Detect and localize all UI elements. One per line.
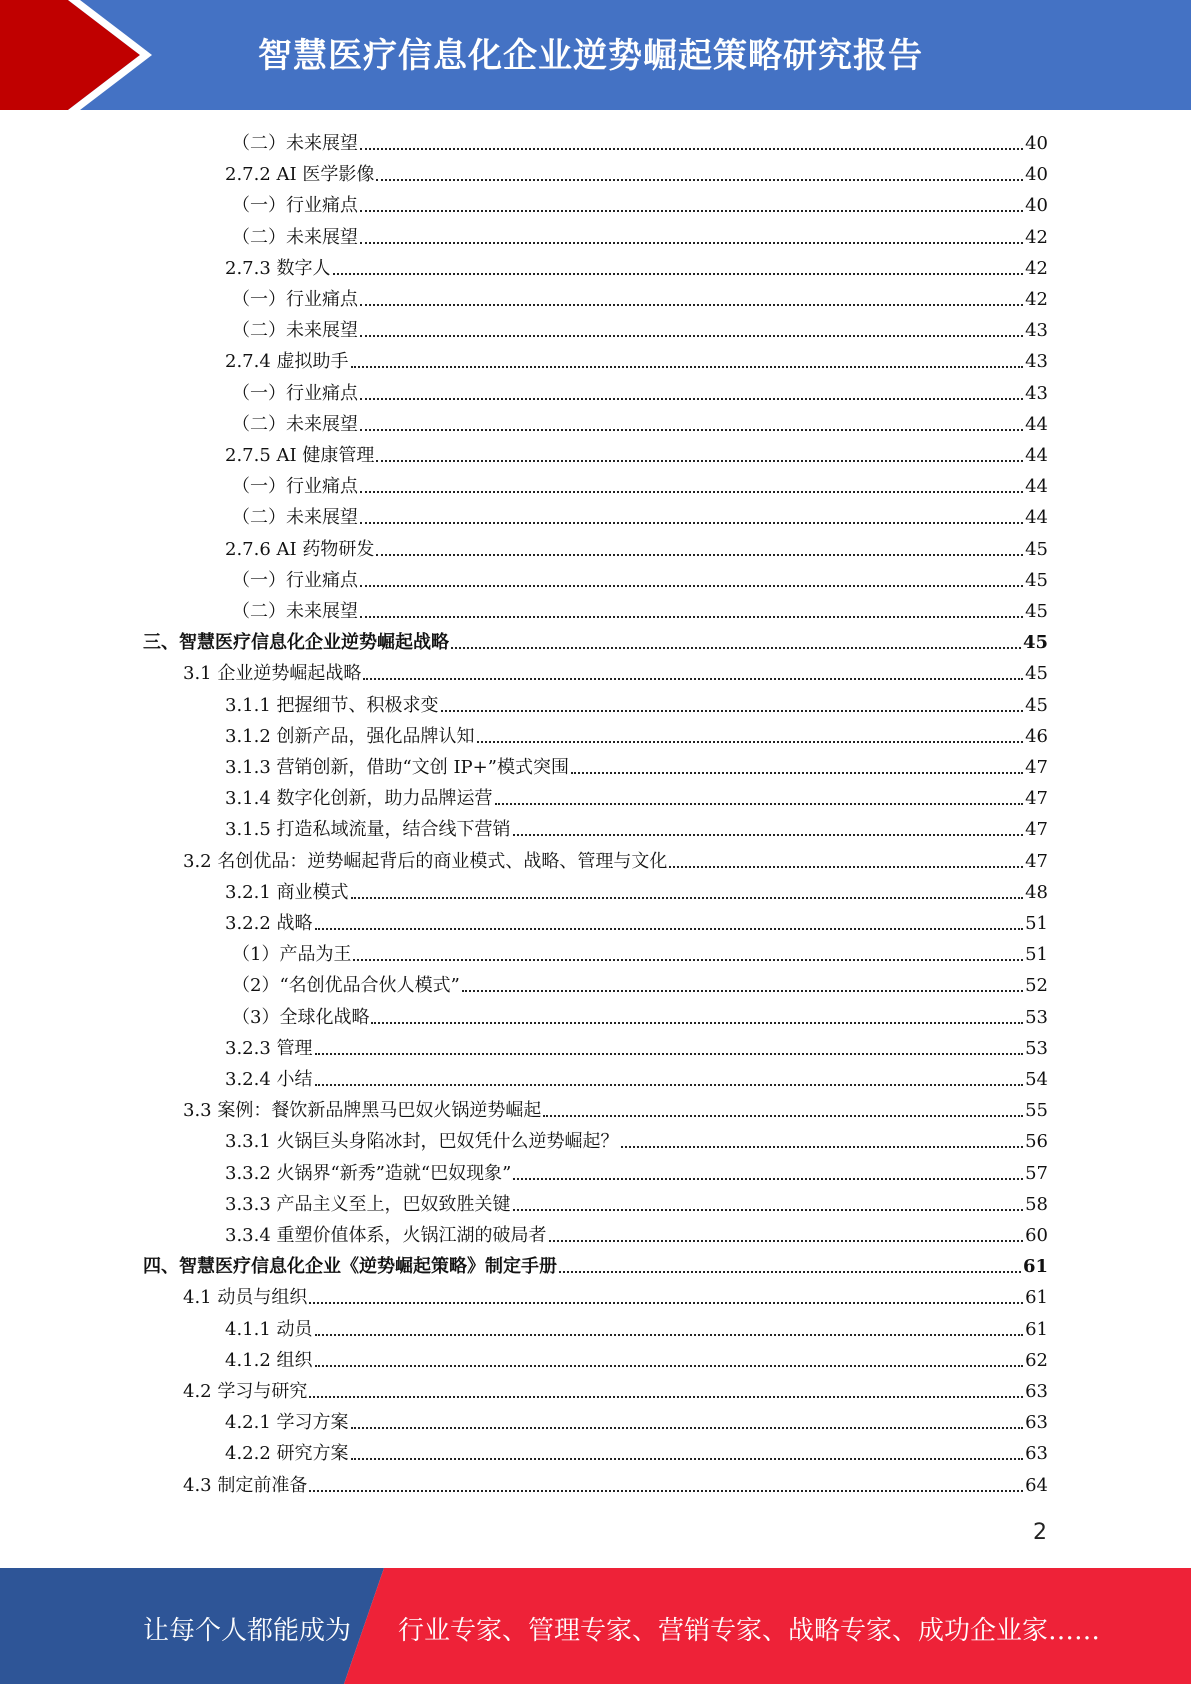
toc-entry-label: （二）未来展望 <box>232 413 358 435</box>
toc-entry-label: 4.1.1 动员 <box>225 1318 313 1340</box>
toc-leader-dots <box>315 1053 1024 1055</box>
toc-entry-label: 3.2 名创优品：逆势崛起背后的商业模式、战略、管理与文化 <box>183 850 668 872</box>
toc-leader-dots <box>309 1396 1023 1398</box>
toc-entry-page: 61 <box>1025 1318 1048 1340</box>
toc-leader-dots <box>360 429 1023 431</box>
toc-entry-label: 3.3.2 火锅界“新秀”造就“巴奴现象” <box>225 1162 512 1184</box>
toc-entry[interactable] <box>225 252 1048 280</box>
toc-leader-dots <box>315 928 1024 930</box>
toc-entry[interactable] <box>232 969 1048 997</box>
toc-entry-label: （一）行业痛点 <box>232 476 358 498</box>
toc-entry[interactable] <box>232 314 1048 342</box>
toc-entry-label: （二）未来展望 <box>232 507 358 529</box>
toc-entry-label: （1）产品为王 <box>232 944 352 966</box>
toc-entry[interactable] <box>143 1250 1048 1278</box>
toc-entry[interactable] <box>225 1032 1048 1060</box>
toc-entry-label: （一）行业痛点 <box>232 289 358 310</box>
toc-leader-dots <box>315 1084 1024 1086</box>
toc-leader-dots <box>309 1490 1023 1492</box>
toc-leader-dots <box>333 273 1024 275</box>
toc-entry-label: 3.1.4 数字化创新，助力品牌运营 <box>225 788 493 810</box>
toc-entry-label: 3.1.3 营销创新，借助“文创 IP+”模式突围 <box>225 757 569 778</box>
toc-entry[interactable] <box>225 1188 1048 1216</box>
toc-leader-dots <box>513 1209 1024 1211</box>
toc-leader-dots <box>360 304 1023 306</box>
toc-entry[interactable] <box>225 1344 1048 1372</box>
toc-entry-label: 4.1 动员与组织 <box>183 1287 308 1309</box>
toc-entry-page: 64 <box>1025 1474 1048 1496</box>
toc-entry-label: （二）未来展望 <box>232 601 358 622</box>
toc-entry[interactable] <box>232 564 1048 592</box>
toc-entry-page: 43 <box>1025 351 1048 373</box>
toc-entry-page: 45 <box>1025 601 1048 622</box>
toc-entry[interactable] <box>232 470 1048 498</box>
toc-entry-label: 4.1.2 组织 <box>225 1349 313 1371</box>
toc-entry-page: 40 <box>1025 164 1048 186</box>
toc-entry-label: 3.3.1 火锅巨头身陷冰封，巴奴凭什么逆势崛起？ <box>225 1131 619 1153</box>
toc-leader-dots <box>376 460 1023 462</box>
toc-entry[interactable] <box>232 1001 1048 1029</box>
toc-entry-page: 51 <box>1025 944 1048 966</box>
toc-entry[interactable] <box>225 782 1048 810</box>
toc-entry[interactable] <box>232 501 1048 529</box>
toc-entry-page: 40 <box>1025 133 1048 154</box>
toc-entry[interactable] <box>225 813 1048 841</box>
toc-entry[interactable] <box>183 657 1048 685</box>
toc-entry[interactable] <box>225 1125 1048 1153</box>
toc-leader-dots <box>376 179 1023 181</box>
toc-leader-dots <box>360 398 1023 400</box>
toc-entry[interactable] <box>183 845 1048 873</box>
toc-entry-label: 3.2.4 小结 <box>225 1069 313 1090</box>
toc-leader-dots <box>543 1115 1023 1117</box>
toc-entry-page: 51 <box>1025 913 1048 934</box>
toc-leader-dots <box>451 647 1021 649</box>
toc-leader-dots <box>571 772 1023 774</box>
toc-entry-label: 3.2.3 管理 <box>225 1037 313 1059</box>
toc-entry[interactable] <box>232 189 1048 217</box>
toc-entry-page: 42 <box>1025 226 1048 248</box>
toc-leader-dots <box>513 1178 1023 1180</box>
toc-entry-page: 60 <box>1025 1225 1048 1246</box>
toc-leader-dots <box>315 1334 1024 1336</box>
toc-leader-dots <box>441 710 1024 712</box>
toc-entry-page: 47 <box>1025 850 1048 872</box>
toc-entry[interactable] <box>225 720 1048 748</box>
toc-leader-dots <box>549 1240 1024 1242</box>
toc-entry[interactable] <box>225 1219 1048 1247</box>
toc-entry-page: 58 <box>1025 1193 1048 1215</box>
toc-entry-label: （一）行业痛点 <box>232 382 358 404</box>
toc-entry-label: 3.1.5 打造私域流量，结合线下营销 <box>225 819 511 841</box>
toc-entry[interactable] <box>232 127 1048 155</box>
toc-entry-page: 44 <box>1025 507 1048 529</box>
toc-leader-dots <box>360 210 1023 212</box>
toc-entry-label: 3.3.4 重塑价值体系，火锅江湖的破局者 <box>225 1225 547 1246</box>
toc-entry[interactable] <box>183 1375 1048 1403</box>
toc-entry-label: 3.1.1 把握细节、积极求变 <box>225 694 439 716</box>
toc-entry-page: 42 <box>1025 289 1048 310</box>
toc-entry-label: （一）行业痛点 <box>232 195 358 217</box>
toc-entry[interactable] <box>225 907 1048 935</box>
toc-entry[interactable] <box>183 1094 1048 1122</box>
toc-entry[interactable] <box>232 408 1048 436</box>
toc-entry-page: 45 <box>1025 663 1048 685</box>
toc-leader-dots <box>360 491 1023 493</box>
footer-slogan-right: 行业专家、管理专家、营销专家、战略专家、成功企业家…… <box>398 1616 1101 1646</box>
toc-leader-dots <box>363 678 1023 680</box>
toc-leader-dots <box>360 522 1023 524</box>
toc-leader-dots <box>559 1271 1021 1273</box>
toc-entry-label: （二）未来展望 <box>232 133 358 154</box>
toc-entry-page: 43 <box>1025 382 1048 404</box>
toc-entry-page: 56 <box>1025 1131 1048 1153</box>
toc-entry[interactable] <box>143 626 1048 654</box>
toc-entry-label: 2.7.6 AI 药物研发 <box>225 538 375 560</box>
toc-entry[interactable] <box>232 283 1048 311</box>
toc-entry-label: （一）行业痛点 <box>232 569 358 591</box>
toc-entry-page: 45 <box>1025 538 1048 560</box>
toc-leader-dots <box>376 554 1023 556</box>
toc-entry-page: 53 <box>1025 1037 1048 1059</box>
toc-entry-page: 52 <box>1025 975 1048 997</box>
toc-entry-page: 63 <box>1025 1443 1048 1465</box>
toc-entry[interactable] <box>225 345 1048 373</box>
toc-entry-page: 61 <box>1025 1287 1048 1309</box>
toc-entry[interactable] <box>183 1281 1048 1309</box>
toc-entry-label: 四、智慧医疗信息化企业《逆势崛起策略》制定手册 <box>143 1256 557 1278</box>
toc-entry-label: 2.7.3 数字人 <box>225 257 331 279</box>
toc-entry-page: 63 <box>1025 1381 1048 1402</box>
toc-leader-dots <box>351 1427 1024 1429</box>
toc-entry-label: 2.7.5 AI 健康管理 <box>225 445 375 466</box>
toc-leader-dots <box>669 866 1023 868</box>
toc-entry-label: 3.3 案例：餐饮新品牌黑马巴奴火锅逆势崛起 <box>183 1100 542 1122</box>
toc-entry-page: 47 <box>1025 788 1048 810</box>
toc-entry-label: 4.3 制定前准备 <box>183 1474 308 1496</box>
toc-entry-page: 63 <box>1025 1412 1048 1434</box>
toc-entry-label: 4.2.1 学习方案 <box>225 1412 349 1434</box>
toc-entry-page: 45 <box>1022 632 1048 654</box>
toc-entry-page: 57 <box>1025 1162 1048 1184</box>
toc-leader-dots <box>353 959 1023 961</box>
toc-entry-label: 3.1.2 创新产品，强化品牌认知 <box>225 725 475 747</box>
toc-leader-dots <box>360 148 1023 150</box>
toc-leader-dots <box>621 1146 1024 1148</box>
toc-leader-dots <box>315 1365 1024 1367</box>
toc-leader-dots <box>462 990 1023 992</box>
toc-entry-label: 4.2 学习与研究 <box>183 1381 308 1402</box>
toc-entry[interactable] <box>225 1157 1048 1185</box>
toc-entry-label: （3）全球化战略 <box>232 1006 370 1028</box>
toc-entry-page: 55 <box>1025 1100 1048 1122</box>
toc-entry-page: 46 <box>1025 725 1048 747</box>
toc-leader-dots <box>360 585 1023 587</box>
toc-entry[interactable] <box>225 1406 1048 1434</box>
toc-entry-label: （二）未来展望 <box>232 226 358 248</box>
toc-entry-page: 45 <box>1025 569 1048 591</box>
toc-entry[interactable] <box>183 1469 1048 1497</box>
page-number: 2 <box>1033 1520 1047 1545</box>
page-footer <box>0 1568 1191 1684</box>
toc-entry-label: 4.2.2 研究方案 <box>225 1443 349 1465</box>
toc-entry-label: （二）未来展望 <box>232 320 358 342</box>
toc-leader-dots <box>360 335 1023 337</box>
toc-leader-dots <box>351 366 1024 368</box>
toc-entry[interactable] <box>225 439 1048 467</box>
toc-leader-dots <box>360 616 1023 618</box>
toc-entry[interactable] <box>225 158 1048 186</box>
toc-entry-page: 62 <box>1025 1349 1048 1371</box>
toc-entry[interactable] <box>225 751 1048 779</box>
toc-entry-page: 44 <box>1025 445 1048 466</box>
toc-entry-page: 44 <box>1025 476 1048 498</box>
toc-entry-label: 3.3.3 产品主义至上，巴奴致胜关键 <box>225 1193 511 1215</box>
toc-leader-dots <box>477 741 1024 743</box>
toc-entry-page: 40 <box>1025 195 1048 217</box>
toc-entry-page: 43 <box>1025 320 1048 342</box>
toc-entry-label: （2）“名创优品合伙人模式” <box>232 975 460 997</box>
toc-leader-dots <box>309 1302 1023 1304</box>
toc-entry-page: 44 <box>1025 413 1048 435</box>
toc-entry[interactable] <box>225 1313 1048 1341</box>
toc-entry-label: 3.2.1 商业模式 <box>225 881 349 903</box>
toc-entry[interactable] <box>225 876 1048 904</box>
toc-entry-page: 45 <box>1025 694 1048 716</box>
toc-entry[interactable] <box>232 377 1048 405</box>
toc-entry-page: 53 <box>1025 1006 1048 1028</box>
toc-leader-dots <box>351 1458 1024 1460</box>
toc-entry-page: 48 <box>1025 881 1048 903</box>
toc-entry[interactable] <box>225 533 1048 561</box>
toc-entry[interactable] <box>232 221 1048 249</box>
toc-entry-label: 3.2.2 战略 <box>225 913 313 934</box>
toc-entry[interactable] <box>225 1063 1048 1091</box>
toc-entry-label: 2.7.2 AI 医学影像 <box>225 164 375 186</box>
toc-entry[interactable] <box>232 938 1048 966</box>
toc-entry[interactable] <box>225 1437 1048 1465</box>
report-title: 智慧医疗信息化企业逆势崛起策略研究报告 <box>258 36 923 76</box>
toc-leader-dots <box>513 834 1024 836</box>
toc-leader-dots <box>495 803 1024 805</box>
toc-entry-label: 3.1 企业逆势崛起战略 <box>183 663 362 685</box>
footer-slogan-left: 让每个人都能成为 <box>143 1616 352 1646</box>
toc-entry-page: 47 <box>1025 757 1048 778</box>
toc-entry-page: 61 <box>1022 1256 1048 1278</box>
toc-entry[interactable] <box>232 595 1048 623</box>
toc-entry-label: 2.7.4 虚拟助手 <box>225 351 349 373</box>
toc-entry-label: 三、智慧医疗信息化企业逆势崛起战略 <box>143 632 449 654</box>
toc-entry-page: 47 <box>1025 819 1048 841</box>
toc-entry[interactable] <box>225 689 1048 717</box>
toc-leader-dots <box>360 242 1023 244</box>
toc-entry-page: 54 <box>1025 1069 1048 1090</box>
toc-leader-dots <box>371 1022 1023 1024</box>
toc-leader-dots <box>351 897 1024 899</box>
page-header <box>0 0 1191 110</box>
toc-entry-page: 42 <box>1025 257 1048 279</box>
